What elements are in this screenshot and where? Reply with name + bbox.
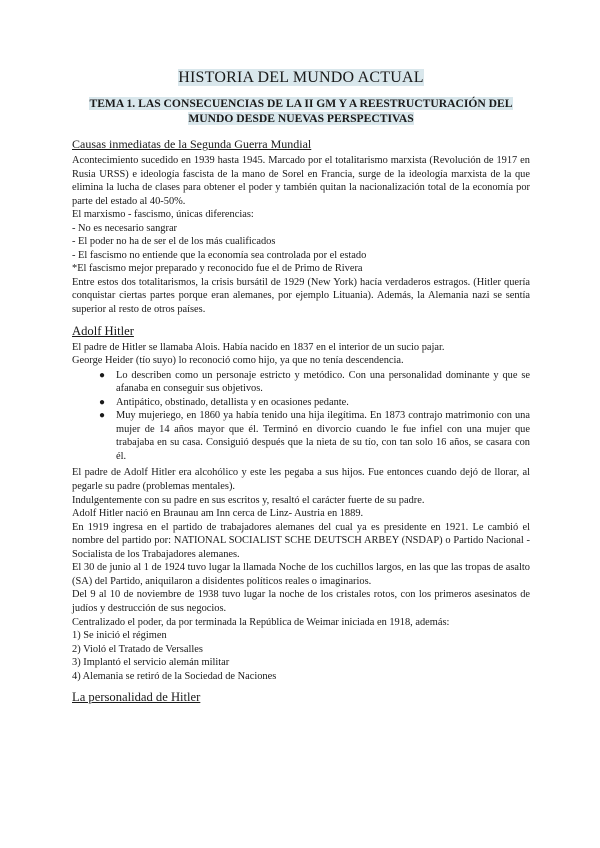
bullet-list [72, 369, 530, 464]
document-subtitle [72, 96, 530, 126]
paragraph: En 1919 ingresa en el partido de trabajadores alemanes del cual ya es presidente en 1921. Le cambió el nombre del partido por: NATIONAL SOCIALIST SCHE DEUTSCH ARBEY (NSDAP) o Partido Nacional - Socialista de los Trabajadores alemanes. [72, 521, 530, 560]
list-item [99, 369, 530, 396]
text-line: Indulgentemente con su padre en sus escritos y, resaltó el carácter fuerte de su padre. [72, 494, 425, 506]
list-item-text: Antipático, obstinado, detallista y en ocasiones pedante. [116, 396, 349, 408]
text-line: *El fascismo mejor preparado y reconocido fue el de Primo de Rivera [72, 263, 363, 275]
document-title: HISTORIA DEL MUNDO ACTUAL [178, 69, 424, 86]
list-item [99, 396, 530, 410]
numbered-item: 3) Implantó el servicio alemán militar [72, 657, 230, 669]
subtitle-line-1: TEMA 1. LAS CONSECUENCIAS DE LA II GM Y A REESTRUCTURACIÓN DEL [89, 97, 513, 110]
list-item-text: Muy mujeriego, en 1860 ya había tenido una hija ilegítima. En 1873 contrajo matrimonio con una mujer de 14 años mayor que él. Terminó en divorcio cuando le fue infiel con una mujer que trabajaba en su casa. Consiguió después que la nieta de su tío, con tan solo 16 años, se casara con él. [116, 410, 530, 462]
list-item [99, 409, 530, 463]
paragraph: El padre de Adolf Hitler era alcohólico y este les pegaba a sus hijos. Fue entonces cuando dejó de llorar, al pegarle su padre (problemas mentales). [72, 467, 530, 493]
text-line: George Heider (tío suyo) lo reconoció como hijo, ya que no tenía descendencia. [72, 355, 404, 367]
title-block [72, 68, 530, 88]
paragraph: Del 9 al 10 de noviembre de 1938 tuvo lugar la noche de los cristales rotos, con los primeros asesinatos de judíos y destrucción de sus negocios. [72, 589, 530, 614]
text-line: Adolf Hitler nació en Braunau am Inn cerca de Linz- Austria en 1889. [72, 508, 364, 520]
document-page [72, 68, 530, 707]
text-line: El padre de Hitler se llamaba Alois. Había nacido en 1837 en el interior de un sucio pajar. [72, 341, 445, 353]
bullet-icon: ● [99, 369, 106, 381]
text-line: Centralizado el poder, da por terminada la República de Weimar iniciada en 1918, además: [72, 616, 450, 628]
numbered-item: 1) Se inició el régimen [72, 630, 167, 642]
text-line: - El poder no ha de ser el de los más cualificados [72, 236, 276, 248]
bullet-icon: ● [99, 396, 106, 408]
section-heading-adolf-hitler: Adolf Hitler [72, 323, 134, 338]
numbered-item: 2) Violó el Tratado de Versalles [72, 643, 203, 655]
text-line: - El fascismo no entiende que la economía sea controlada por el estado [72, 249, 367, 261]
bullet-icon: ● [99, 410, 106, 422]
text-line: El marxismo - fascismo, únicas diferencias: [72, 209, 254, 221]
section-heading-personalidad: La personalidad de Hitler [72, 690, 201, 705]
paragraph: El 30 de junio al 1 de 1924 tuvo lugar la llamada Noche de los cuchillos largos, en las que las tropas de asalto (SA) del Partido, aniquilaron a disidentes políticos reales o imaginarios. [72, 562, 530, 587]
section-heading-causas: Causas inmediatas de la Segunda Guerra Mundial [72, 137, 312, 151]
numbered-item: 4) Alemania se retiró de la Sociedad de Naciones [72, 670, 277, 682]
paragraph: Acontecimiento sucedido en 1939 hasta 1945. Marcado por el totalitarismo marxista (Revolución de 1917 en Rusia URSS) e ideología fascista de la mano de Sorel en Francia, surge de la ideología marxista de la que elimina la lucha de clases para obtener el poder y también quitan la nacionalización total de la economía por parte del estado al 40-50%. [72, 155, 530, 207]
paragraph: Entre estos dos totalitarismos, la crisis bursátil de 1929 (New York) hacía verdaderos estragos. (Hitler quería conquistar ciertas partes porque eran alemanes, por ejemplo Lituania). Además, la Alemania nazi se sentía superior al resto de otros países. [72, 276, 530, 316]
list-item-text: Lo describen como un personaje estricto y metódico. Con una personalidad dominante y que se afanaba en conseguir sus objetivos. [116, 369, 530, 395]
subtitle-line-2: MUNDO DESDE NUEVAS PERSPECTIVAS [188, 112, 414, 125]
text-line: - No es necesario sangrar [72, 222, 178, 234]
